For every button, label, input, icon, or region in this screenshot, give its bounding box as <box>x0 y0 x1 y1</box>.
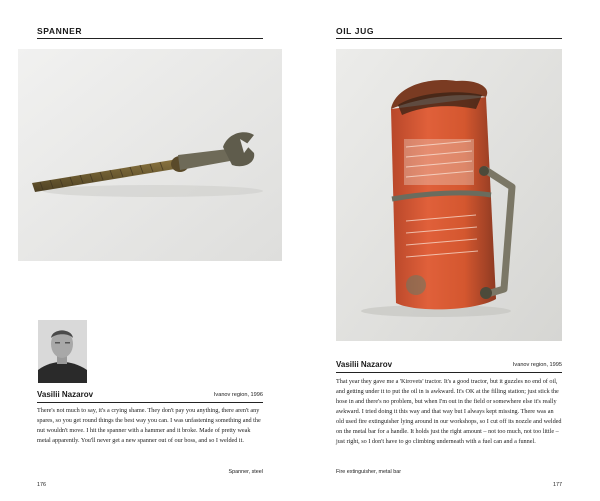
spanner-photo <box>18 49 282 261</box>
page-number: 176 <box>37 482 46 488</box>
name-rule <box>37 402 263 403</box>
page-number: 177 <box>553 482 562 488</box>
region-date: Ivanov region, 1996 <box>213 392 263 398</box>
object-caption: Fire extinguisher, metal bar <box>336 469 402 475</box>
object-heading: OIL JUG <box>336 26 375 36</box>
heading-rule <box>336 38 562 39</box>
right-page <box>300 0 600 501</box>
name-rule <box>336 372 562 373</box>
object-caption: Spanner, steel <box>228 469 263 475</box>
heading-rule <box>37 38 263 39</box>
story-text: That year they gave me a 'Kirovets' tractor. It's a good tractor, but it guzzles no end of oil, and getting under it to put the oil in is awkward. It's OK at the filling station; just stick the hose in and there's no problem, but when I'm out in the field or somewhere else it's really awkward. I tried doing it this way and that way but I always kept missing. There was an old used fire extinguisher lying around in our workshops, so I cut off its nozzle and welded on the metal bar for a handle. It holds just the right amount – not too much, not too little – just right, so I don't have to go climbing underneath with a fuel can and a funnel. <box>336 378 562 445</box>
person-name: Vasilii Nazarov <box>37 390 94 399</box>
oil-jug-photo <box>336 49 562 341</box>
region-date: Ivanov region, 1995 <box>512 362 562 368</box>
object-heading: SPANNER <box>37 26 83 36</box>
person-name: Vasilii Nazarov <box>336 360 393 369</box>
story-text: There's not much to say, it's a crying shame. They don't pay you anything, there aren't any spares, so you get round things the best way you can. I was unfastening something and the nut wouldn't move. I hit the spanner with a hammer and it broke. Made of pretty weak metal apparently. You'll never get a new spanner out of our boss, and so I welded it. <box>37 407 261 444</box>
portrait-photo <box>38 320 87 383</box>
